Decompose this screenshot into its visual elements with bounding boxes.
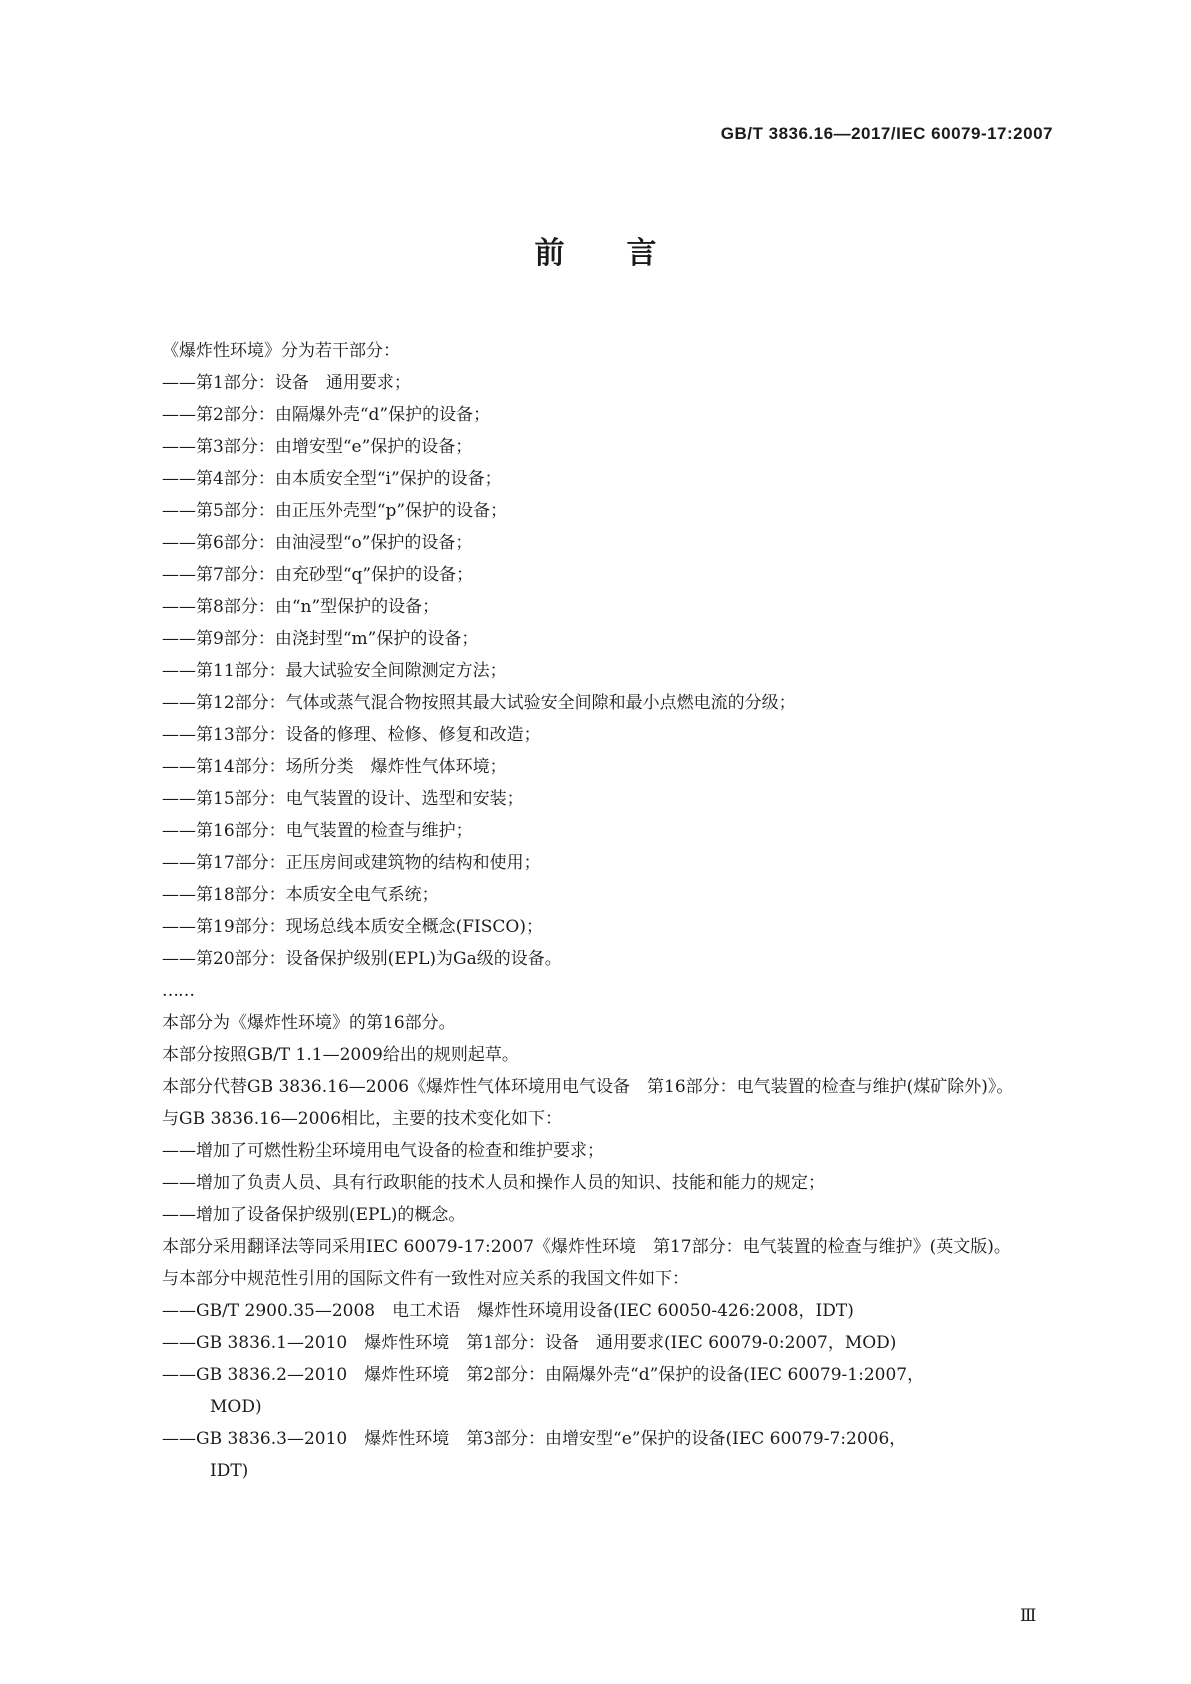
list-item: ——第12部分：气体或蒸气混合物按照其最大试验安全间隙和最小点燃电流的分级； bbox=[162, 693, 796, 713]
list-item: ——第20部分：设备保护级别(EPL)为Ga级的设备。 bbox=[162, 949, 562, 969]
part16-paragraph: 本部分为《爆炸性环境》的第16部分。 bbox=[162, 1013, 456, 1033]
list-item: ——第18部分：本质安全电气系统； bbox=[162, 885, 439, 905]
list-item bbox=[125, 1423, 1061, 1487]
list-item: ——第3部分：由增安型“e”保护的设备； bbox=[162, 437, 473, 457]
list-item: ——第2部分：由隔爆外壳“d”保护的设备； bbox=[162, 405, 491, 425]
ref-line: ——GB 3836.3—2010 爆炸性环境 第3部分：由增安型“e”保护的设备(IEC 60079-7:2006， bbox=[162, 1429, 907, 1449]
list-item: ——第19部分：现场总线本质安全概念(FISCO)； bbox=[162, 917, 543, 937]
ref-line-continuation: MOD) bbox=[210, 1397, 262, 1417]
document-body bbox=[125, 335, 1061, 1487]
page-title: 前言 bbox=[534, 236, 719, 271]
list-item bbox=[125, 1295, 1061, 1327]
list-item: ——第14部分：场所分类 爆炸性气体环境； bbox=[162, 757, 507, 777]
replace-paragraph: 本部分代替GB 3836.16—2006《爆炸性气体环境用电气设备 第16部分：电气装置的检查与维护(煤矿除外)》。 bbox=[162, 1077, 1014, 1097]
page-number: Ⅲ bbox=[1020, 1606, 1037, 1626]
ref-line: ——GB 3836.1—2010 爆炸性环境 第1部分：设备 通用要求(IEC 60079-0:2007，MOD) bbox=[162, 1333, 897, 1353]
list-item: ——第16部分：电气装置的检查与维护； bbox=[162, 821, 473, 841]
list-item: ——第6部分：由油浸型“o”保护的设备； bbox=[162, 533, 473, 553]
list-item: ——增加了负责人员、具有行政职能的技术人员和操作人员的知识、技能和能力的规定； bbox=[162, 1173, 825, 1193]
list-item: ——第13部分：设备的修理、检修、修复和改造； bbox=[162, 725, 541, 745]
list-item bbox=[125, 1327, 1061, 1359]
adopt-paragraph: 本部分采用翻译法等同采用IEC 60079-17:2007《爆炸性环境 第17部分：电气装置的检查与维护》(英文版)。 bbox=[162, 1237, 1011, 1257]
changes-list bbox=[125, 1135, 1061, 1231]
list-item: ——第11部分：最大试验安全间隙测定方法； bbox=[162, 661, 507, 681]
list-item: ——增加了可燃性粉尘环境用电气设备的检查和维护要求； bbox=[162, 1141, 604, 1161]
ref-line-continuation: IDT) bbox=[210, 1461, 249, 1481]
list-item: ——第4部分：由本质安全型“i”保护的设备； bbox=[162, 469, 502, 489]
list-item: ——第9部分：由浇封型“m”保护的设备； bbox=[162, 629, 479, 649]
list-item: ——第1部分：设备 通用要求； bbox=[162, 373, 411, 393]
list-item: ——第15部分：电气装置的设计、选型和安装； bbox=[162, 789, 524, 809]
ellipsis: …… bbox=[162, 981, 194, 1001]
list-item: ——第7部分：由充砂型“q”保护的设备； bbox=[162, 565, 474, 585]
refs-list bbox=[125, 1295, 1061, 1487]
standard-number-header: GB/T 3836.16—2017/IEC 60079-17:2007 bbox=[720, 124, 1053, 143]
ref-line: ——GB 3836.2—2010 爆炸性环境 第2部分：由隔爆外壳“d”保护的设备(IEC 60079-1:2007， bbox=[162, 1365, 925, 1385]
intro-paragraph: 《爆炸性环境》分为若干部分： bbox=[162, 341, 400, 361]
drafting-paragraph: 本部分按照GB/T 1.1—2009给出的规则起草。 bbox=[162, 1045, 519, 1065]
changes-intro-paragraph: 与GB 3836.16—2006相比，主要的技术变化如下： bbox=[162, 1109, 563, 1129]
list-item bbox=[125, 1359, 1061, 1423]
list-item: ——增加了设备保护级别(EPL)的概念。 bbox=[162, 1205, 466, 1225]
list-item: ——第5部分：由正压外壳型“p”保护的设备； bbox=[162, 501, 508, 521]
list-item: ——第8部分：由“n”型保护的设备； bbox=[162, 597, 440, 617]
refs-intro-paragraph: 与本部分中规范性引用的国际文件有一致性对应关系的我国文件如下： bbox=[162, 1269, 689, 1289]
list-item: ——第17部分：正压房间或建筑物的结构和使用； bbox=[162, 853, 541, 873]
parts-list bbox=[125, 367, 1061, 975]
ref-line: ——GB/T 2900.35—2008 电工术语 爆炸性环境用设备(IEC 60050-426:2008，IDT) bbox=[162, 1301, 854, 1321]
